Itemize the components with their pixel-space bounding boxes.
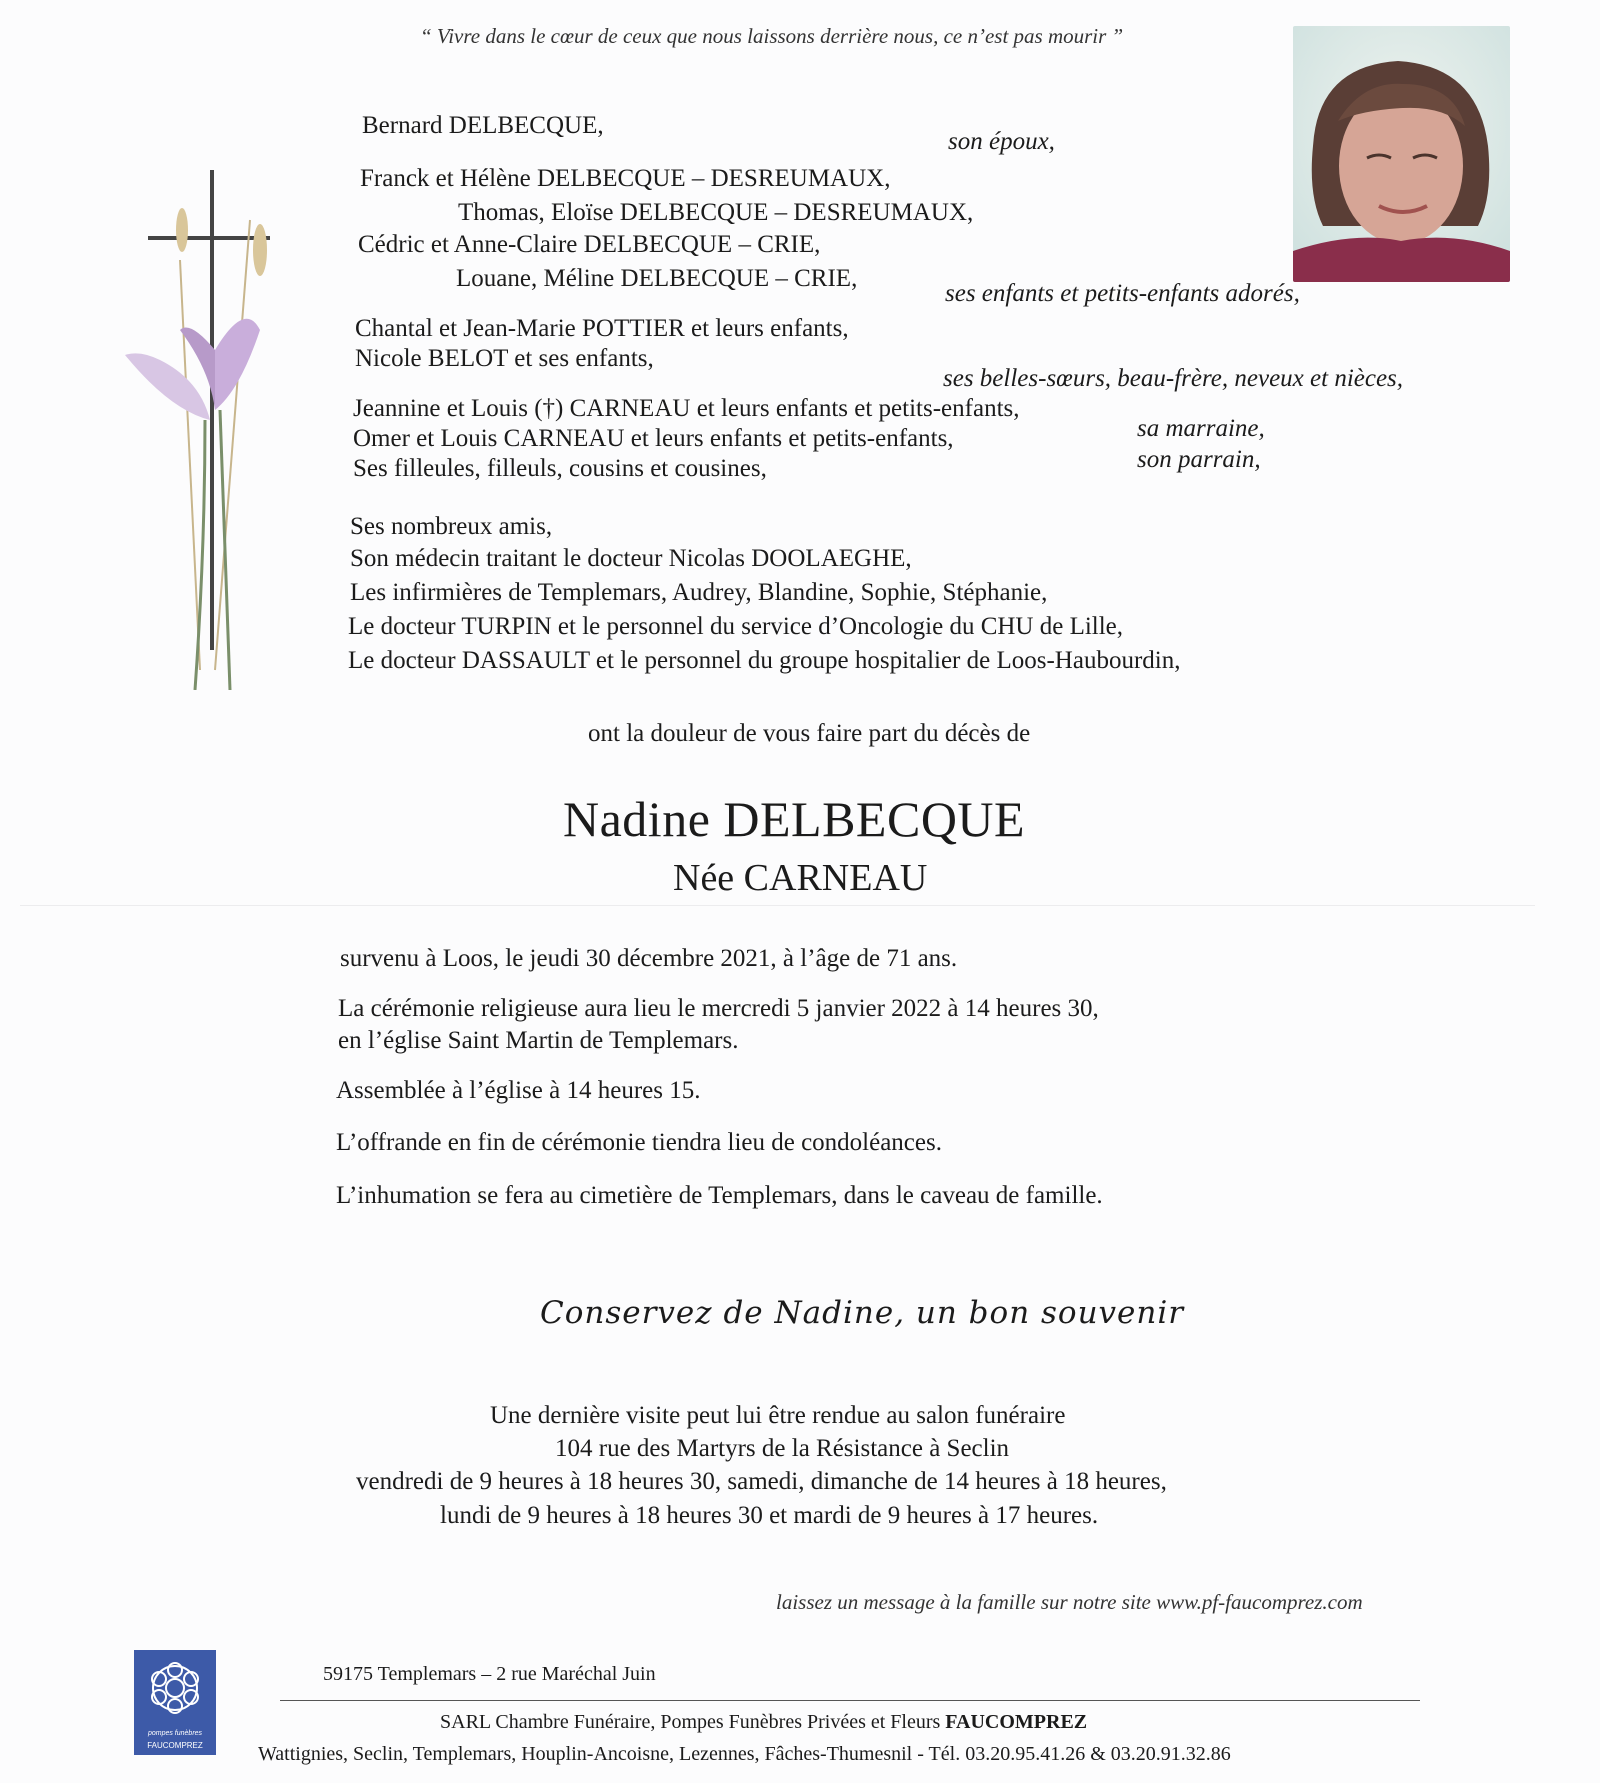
cross-icon <box>120 170 300 690</box>
family-line: Le docteur DASSAULT et le personnel du groupe hospitalier de Loos-Haubourdin, <box>348 647 1181 674</box>
epigraph-quote: “ Vivre dans le cœur de ceux que nous laissons derrière nous, ce n’est pas mourir ” <box>420 24 1124 48</box>
relation-label: ses belles-sœurs, beau-frère, neveux et nièces, <box>943 365 1404 392</box>
relation-label: ses enfants et petits-enfants adorés, <box>945 280 1300 307</box>
family-line: Thomas, Eloïse DELBECQUE – DESREUMAUX, <box>458 199 974 226</box>
deceased-name: Nadine DELBECQUE <box>563 791 1026 847</box>
visit-line: 104 rue des Martyrs de la Résistance à Seclin <box>555 1435 1010 1462</box>
portrait-image <box>1293 26 1510 282</box>
footer-company-name: FAUCOMPREZ <box>945 1711 1088 1733</box>
family-line: Nicole BELOT et ses enfants, <box>355 345 654 372</box>
family-line: Omer et Louis CARNEAU et leurs enfants et petits-enfants, <box>353 425 954 452</box>
family-line: Le docteur TURPIN et le personnel du service d’Oncologie du CHU de Lille, <box>348 613 1124 640</box>
page-fold <box>20 905 1535 906</box>
cross-lily-decoration <box>120 170 300 690</box>
visit-line: Une dernière visite peut lui être rendue au salon funéraire <box>490 1402 1066 1429</box>
footer-divider <box>280 1700 1420 1701</box>
family-line: Ses filleules, filleuls, cousins et cousines, <box>353 455 767 482</box>
detail-line: L’offrande en fin de cérémonie tiendra lieu de condoléances. <box>336 1129 942 1156</box>
rosette-icon <box>134 1650 216 1728</box>
announcement: ont la douleur de vous faire part du décès de <box>588 720 1031 747</box>
family-line: Franck et Hélène DELBECQUE – DESREUMAUX, <box>360 165 891 192</box>
visit-line: vendredi de 9 heures à 18 heures 30, samedi, dimanche de 14 heures à 18 heures, <box>356 1468 1167 1495</box>
detail-line: en l’église Saint Martin de Templemars. <box>338 1027 739 1054</box>
family-line: Chantal et Jean-Marie POTTIER et leurs enfants, <box>355 315 849 342</box>
family-line: Louane, Méline DELBECQUE – CRIE, <box>456 265 858 292</box>
family-line: Jeannine et Louis (†) CARNEAU et leurs enfants et petits-enfants, <box>353 395 1020 422</box>
relation-label: son parrain, <box>1137 446 1261 473</box>
faucomprez-logo <box>134 1650 216 1755</box>
logo-tagline: pompes funèbres <box>147 1730 203 1737</box>
footer-company-prefix: SARL Chambre Funéraire, Pompes Funèbres Privées et Fleurs <box>440 1711 946 1733</box>
family-line: Les infirmières de Templemars, Audrey, Blandine, Sophie, Stéphanie, <box>350 579 1048 606</box>
family-line: Bernard DELBECQUE, <box>362 112 604 139</box>
visit-line: lundi de 9 heures à 18 heures 30 et mardi de 9 heures à 17 heures. <box>440 1502 1099 1529</box>
website-link[interactable]: laissez un message à la famille sur notre site www.pf-faucomprez.com <box>776 1590 1363 1614</box>
family-line: Son médecin traitant le docteur Nicolas DOOLAEGHE, <box>350 545 912 572</box>
family-line: Cédric et Anne-Claire DELBECQUE – CRIE, <box>358 231 821 258</box>
portrait-photo <box>1293 26 1510 282</box>
detail-line: La cérémonie religieuse aura lieu le mercredi 5 janvier 2022 à 14 heures 30, <box>338 995 1099 1022</box>
maiden-name: Née CARNEAU <box>673 857 928 899</box>
script-remembrance: Conservez de Nadine, un bon souvenir <box>540 1295 1185 1331</box>
logo-name: FAUCOMPREZ <box>147 1741 203 1750</box>
footer-company <box>440 1711 1087 1734</box>
footer-towns-phone: Wattignies, Seclin, Templemars, Houplin-Ancoisne, Lezennes, Fâches-Thumesnil - Tél. 03.20.95.41.26 & 03.20.91.32.86 <box>258 1743 1231 1765</box>
footer-address: 59175 Templemars – 2 rue Maréchal Juin <box>323 1663 656 1685</box>
family-line: Ses nombreux amis, <box>350 513 553 540</box>
detail-line: L’inhumation se fera au cimetière de Templemars, dans le caveau de famille. <box>336 1182 1103 1209</box>
relation-label: son époux, <box>948 128 1055 155</box>
relation-label: sa marraine, <box>1137 415 1265 442</box>
detail-line: Assemblée à l’église à 14 heures 15. <box>336 1077 701 1104</box>
detail-line: survenu à Loos, le jeudi 30 décembre 2021, à l’âge de 71 ans. <box>340 945 958 972</box>
